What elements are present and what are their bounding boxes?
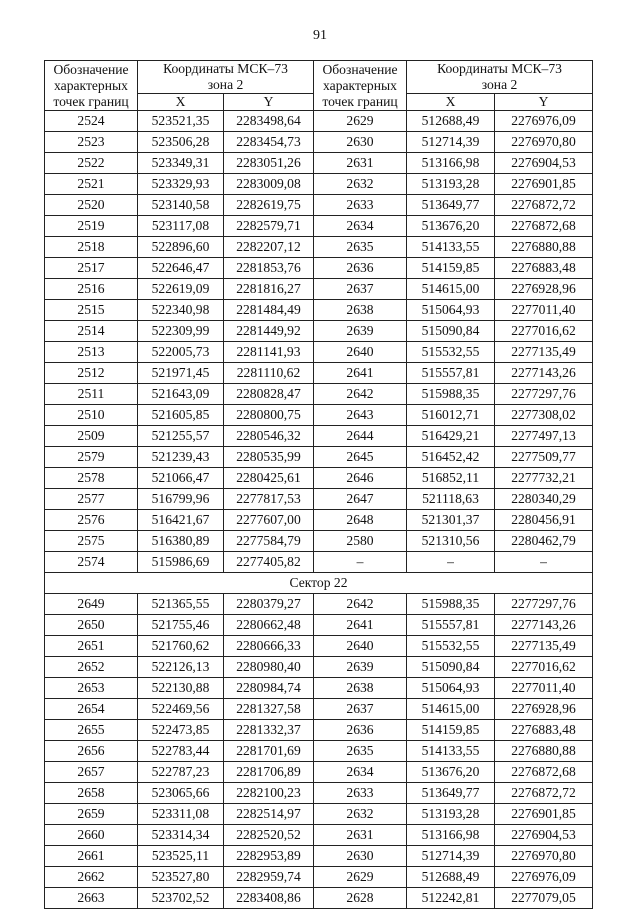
y-right-cell: 2276872,68	[495, 762, 593, 783]
table-row	[45, 300, 593, 321]
point-right-cell: 2641	[314, 615, 407, 636]
x-right-cell: 514615,00	[407, 279, 495, 300]
designation-line: Обозначение	[53, 61, 129, 77]
y-left-cell: 2280984,74	[224, 678, 314, 699]
coords-title-right: Координаты МСК–73	[407, 61, 593, 78]
point-left-cell: 2653	[45, 678, 138, 699]
y-left-cell: 2281110,62	[224, 363, 314, 384]
table-row	[45, 426, 593, 447]
x-left-cell: 523329,93	[138, 174, 224, 195]
point-right-cell: 2634	[314, 216, 407, 237]
y-right-cell: 2277509,77	[495, 447, 593, 468]
y-right-cell: 2276976,09	[495, 867, 593, 888]
y-right-cell: 2276872,72	[495, 195, 593, 216]
table-row	[45, 384, 593, 405]
x-right-cell: 513676,20	[407, 216, 495, 237]
y-left-cell: 2283009,08	[224, 174, 314, 195]
designation-line: точек границ	[53, 93, 129, 109]
x-left-cell: 522005,73	[138, 342, 224, 363]
point-right-cell: 2635	[314, 237, 407, 258]
point-right-cell: 2629	[314, 111, 407, 132]
x-left-cell: 522130,88	[138, 678, 224, 699]
point-right-cell: 2640	[314, 342, 407, 363]
y-right-cell: 2276904,53	[495, 825, 593, 846]
x-right-cell: 513166,98	[407, 825, 495, 846]
point-left-cell: 2659	[45, 804, 138, 825]
x-left-cell: 523527,80	[138, 867, 224, 888]
x-right-cell: 515064,93	[407, 678, 495, 699]
point-left-cell: 2524	[45, 111, 138, 132]
table-row	[45, 153, 593, 174]
y-right-cell: 2276883,48	[495, 258, 593, 279]
table-header	[45, 61, 593, 111]
sector-title: Сектор 22	[45, 573, 593, 594]
point-left-cell: 2656	[45, 741, 138, 762]
y-right-cell: 2277079,05	[495, 888, 593, 909]
y-left-cell: 2281327,58	[224, 699, 314, 720]
y-right-cell: 2277497,13	[495, 426, 593, 447]
point-right-cell: –	[314, 552, 407, 573]
point-right-cell: 2645	[314, 447, 407, 468]
table-row	[45, 741, 593, 762]
designation-line: характерных	[323, 77, 397, 93]
point-left-cell: 2523	[45, 132, 138, 153]
point-right-cell: 2633	[314, 195, 407, 216]
table-row	[45, 342, 593, 363]
point-left-cell: 2517	[45, 258, 138, 279]
point-left-cell: 2657	[45, 762, 138, 783]
point-left-cell: 2660	[45, 825, 138, 846]
table-row	[45, 447, 593, 468]
x-right-cell: 515988,35	[407, 594, 495, 615]
y-right-cell: 2276970,80	[495, 846, 593, 867]
y-right-cell: 2277143,26	[495, 615, 593, 636]
x-left-cell: 522340,98	[138, 300, 224, 321]
x-right-cell: 513193,28	[407, 174, 495, 195]
y-left-cell: 2282207,12	[224, 237, 314, 258]
point-left-cell: 2578	[45, 468, 138, 489]
table-row	[45, 216, 593, 237]
y-header-left: Y	[224, 94, 314, 111]
x-right-cell: 515090,84	[407, 657, 495, 678]
x-right-cell: 521301,37	[407, 510, 495, 531]
coords-title-left: Координаты МСК–73	[138, 61, 314, 78]
y-right-cell: 2280462,79	[495, 531, 593, 552]
x-left-cell: 521643,09	[138, 384, 224, 405]
x-left-cell: 523311,08	[138, 804, 224, 825]
x-left-cell: 515986,69	[138, 552, 224, 573]
point-right-cell: 2648	[314, 510, 407, 531]
x-right-cell: 515557,81	[407, 363, 495, 384]
point-left-cell: 2661	[45, 846, 138, 867]
y-right-cell: –	[495, 552, 593, 573]
designation-line: Обозначение	[322, 61, 398, 77]
x-right-cell: 514615,00	[407, 699, 495, 720]
x-right-cell: 514133,55	[407, 237, 495, 258]
x-header-right: X	[407, 94, 495, 111]
point-right-cell: 2642	[314, 594, 407, 615]
x-right-cell: 521310,56	[407, 531, 495, 552]
x-right-cell: 513166,98	[407, 153, 495, 174]
table-row	[45, 237, 593, 258]
point-right-cell: 2647	[314, 489, 407, 510]
x-header-left: X	[138, 94, 224, 111]
x-left-cell: 521760,62	[138, 636, 224, 657]
table-row	[45, 804, 593, 825]
table-row	[45, 363, 593, 384]
point-right-cell: 2639	[314, 657, 407, 678]
table-row	[45, 657, 593, 678]
table-row	[45, 552, 593, 573]
x-right-cell: –	[407, 552, 495, 573]
y-left-cell: 2283454,73	[224, 132, 314, 153]
y-right-cell: 2277297,76	[495, 594, 593, 615]
x-right-cell: 513193,28	[407, 804, 495, 825]
point-left-cell: 2575	[45, 531, 138, 552]
x-left-cell: 522619,09	[138, 279, 224, 300]
x-left-cell: 522469,56	[138, 699, 224, 720]
x-left-cell: 522783,44	[138, 741, 224, 762]
y-left-cell: 2277584,79	[224, 531, 314, 552]
y-left-cell: 2280546,32	[224, 426, 314, 447]
x-right-cell: 512688,49	[407, 111, 495, 132]
table-row	[45, 762, 593, 783]
y-left-cell: 2280425,61	[224, 468, 314, 489]
point-left-cell: 2663	[45, 888, 138, 909]
point-right-cell: 2631	[314, 153, 407, 174]
x-right-cell: 516429,21	[407, 426, 495, 447]
point-right-cell: 2629	[314, 867, 407, 888]
y-left-cell: 2280379,27	[224, 594, 314, 615]
y-right-cell: 2280340,29	[495, 489, 593, 510]
x-right-cell: 512242,81	[407, 888, 495, 909]
point-left-cell: 2577	[45, 489, 138, 510]
y-left-cell: 2282514,97	[224, 804, 314, 825]
x-right-cell: 515532,55	[407, 342, 495, 363]
table-row	[45, 174, 593, 195]
point-right-cell: 2631	[314, 825, 407, 846]
x-right-cell: 516852,11	[407, 468, 495, 489]
x-right-cell: 521118,63	[407, 489, 495, 510]
x-left-cell: 522646,47	[138, 258, 224, 279]
y-left-cell: 2282953,89	[224, 846, 314, 867]
y-left-cell: 2281701,69	[224, 741, 314, 762]
x-left-cell: 521365,55	[138, 594, 224, 615]
point-right-cell: 2644	[314, 426, 407, 447]
x-right-cell: 514159,85	[407, 258, 495, 279]
sector-row	[45, 573, 593, 594]
y-right-cell: 2276880,88	[495, 741, 593, 762]
point-left-cell: 2654	[45, 699, 138, 720]
table-body-bottom	[45, 594, 593, 909]
y-left-cell: 2281853,76	[224, 258, 314, 279]
table-row	[45, 888, 593, 909]
point-left-cell: 2579	[45, 447, 138, 468]
table-row	[45, 258, 593, 279]
x-left-cell: 521971,45	[138, 363, 224, 384]
x-right-cell: 515532,55	[407, 636, 495, 657]
y-right-cell: 2277016,62	[495, 657, 593, 678]
table-row	[45, 489, 593, 510]
point-right-cell: 2638	[314, 300, 407, 321]
y-right-cell: 2277308,02	[495, 405, 593, 426]
x-left-cell: 522896,60	[138, 237, 224, 258]
y-left-cell: 2282520,52	[224, 825, 314, 846]
x-left-cell: 523525,11	[138, 846, 224, 867]
designation-line: точек границ	[322, 93, 398, 109]
y-left-cell: 2280980,40	[224, 657, 314, 678]
point-left-cell: 2511	[45, 384, 138, 405]
table-row	[45, 699, 593, 720]
table-row	[45, 678, 593, 699]
coordinates-table	[44, 60, 593, 909]
y-left-cell: 2280535,99	[224, 447, 314, 468]
y-right-cell: 2276901,85	[495, 174, 593, 195]
x-left-cell: 523117,08	[138, 216, 224, 237]
point-right-cell: 2632	[314, 804, 407, 825]
y-right-cell: 2276928,96	[495, 279, 593, 300]
point-left-cell: 2518	[45, 237, 138, 258]
table-row	[45, 321, 593, 342]
point-right-cell: 2642	[314, 384, 407, 405]
point-right-cell: 2632	[314, 174, 407, 195]
x-left-cell: 523140,58	[138, 195, 224, 216]
y-left-cell: 2282579,71	[224, 216, 314, 237]
point-left-cell: 2576	[45, 510, 138, 531]
point-left-cell: 2510	[45, 405, 138, 426]
point-left-cell: 2650	[45, 615, 138, 636]
y-left-cell: 2283051,26	[224, 153, 314, 174]
y-left-cell: 2281332,37	[224, 720, 314, 741]
table-row	[45, 279, 593, 300]
x-left-cell: 521755,46	[138, 615, 224, 636]
x-right-cell: 516452,42	[407, 447, 495, 468]
x-left-cell: 523521,35	[138, 111, 224, 132]
y-right-cell: 2276928,96	[495, 699, 593, 720]
y-right-cell: 2277135,49	[495, 342, 593, 363]
x-left-cell: 523065,66	[138, 783, 224, 804]
y-right-cell: 2276883,48	[495, 720, 593, 741]
x-left-cell: 521066,47	[138, 468, 224, 489]
table-row	[45, 510, 593, 531]
point-right-cell: 2637	[314, 699, 407, 720]
x-right-cell: 512714,39	[407, 132, 495, 153]
y-left-cell: 2277607,00	[224, 510, 314, 531]
designation-line: характерных	[54, 77, 128, 93]
x-right-cell: 514133,55	[407, 741, 495, 762]
coords-zone-right: зона 2	[407, 77, 593, 94]
point-left-cell: 2522	[45, 153, 138, 174]
point-right-cell: 2643	[314, 405, 407, 426]
point-left-cell: 2513	[45, 342, 138, 363]
y-right-cell: 2277135,49	[495, 636, 593, 657]
table-row	[45, 825, 593, 846]
x-right-cell: 512714,39	[407, 846, 495, 867]
y-right-cell: 2276901,85	[495, 804, 593, 825]
point-right-cell: 2637	[314, 279, 407, 300]
x-right-cell: 515064,93	[407, 300, 495, 321]
x-left-cell: 516380,89	[138, 531, 224, 552]
point-left-cell: 2512	[45, 363, 138, 384]
y-right-cell: 2276970,80	[495, 132, 593, 153]
y-header-right: Y	[495, 94, 593, 111]
y-left-cell: 2282959,74	[224, 867, 314, 888]
y-right-cell: 2277143,26	[495, 363, 593, 384]
point-right-cell: 2628	[314, 888, 407, 909]
y-left-cell: 2281816,27	[224, 279, 314, 300]
x-right-cell: 512688,49	[407, 867, 495, 888]
point-left-cell: 2662	[45, 867, 138, 888]
point-right-cell: 2630	[314, 132, 407, 153]
designation-header-left	[45, 61, 138, 111]
x-right-cell: 513649,77	[407, 195, 495, 216]
point-left-cell: 2649	[45, 594, 138, 615]
designation-header-right	[314, 61, 407, 111]
x-right-cell: 515988,35	[407, 384, 495, 405]
y-left-cell: 2280666,33	[224, 636, 314, 657]
table-row	[45, 783, 593, 804]
sector-row-group	[45, 573, 593, 594]
x-left-cell: 523506,28	[138, 132, 224, 153]
page-number: 91	[313, 28, 327, 43]
point-left-cell: 2514	[45, 321, 138, 342]
y-left-cell: 2280828,47	[224, 384, 314, 405]
x-left-cell: 523349,31	[138, 153, 224, 174]
x-left-cell: 521255,57	[138, 426, 224, 447]
table-row	[45, 405, 593, 426]
point-right-cell: 2641	[314, 363, 407, 384]
y-left-cell: 2277405,82	[224, 552, 314, 573]
point-left-cell: 2509	[45, 426, 138, 447]
point-right-cell: 2636	[314, 258, 407, 279]
point-right-cell: 2638	[314, 678, 407, 699]
table-row	[45, 720, 593, 741]
point-right-cell: 2580	[314, 531, 407, 552]
point-right-cell: 2646	[314, 468, 407, 489]
table-body-top	[45, 111, 593, 573]
y-left-cell: 2283408,86	[224, 888, 314, 909]
y-right-cell: 2276904,53	[495, 153, 593, 174]
point-right-cell: 2630	[314, 846, 407, 867]
table-row	[45, 468, 593, 489]
y-left-cell: 2281449,92	[224, 321, 314, 342]
x-left-cell: 522126,13	[138, 657, 224, 678]
point-left-cell: 2519	[45, 216, 138, 237]
point-left-cell: 2658	[45, 783, 138, 804]
table-row	[45, 594, 593, 615]
x-left-cell: 523702,52	[138, 888, 224, 909]
x-left-cell: 516799,96	[138, 489, 224, 510]
table-row	[45, 636, 593, 657]
x-left-cell: 516421,67	[138, 510, 224, 531]
table-row	[45, 195, 593, 216]
table-row	[45, 531, 593, 552]
y-left-cell: 2280662,48	[224, 615, 314, 636]
x-right-cell: 515090,84	[407, 321, 495, 342]
point-right-cell: 2639	[314, 321, 407, 342]
x-right-cell: 515557,81	[407, 615, 495, 636]
point-left-cell: 2520	[45, 195, 138, 216]
y-right-cell: 2277016,62	[495, 321, 593, 342]
table-row	[45, 111, 593, 132]
x-left-cell: 521239,43	[138, 447, 224, 468]
x-left-cell: 523314,34	[138, 825, 224, 846]
y-right-cell: 2277297,76	[495, 384, 593, 405]
point-left-cell: 2655	[45, 720, 138, 741]
point-right-cell: 2634	[314, 762, 407, 783]
point-right-cell: 2636	[314, 720, 407, 741]
point-left-cell: 2652	[45, 657, 138, 678]
y-right-cell: 2277011,40	[495, 678, 593, 699]
y-left-cell: 2277817,53	[224, 489, 314, 510]
point-right-cell: 2635	[314, 741, 407, 762]
x-left-cell: 522473,85	[138, 720, 224, 741]
y-left-cell: 2281484,49	[224, 300, 314, 321]
y-right-cell: 2277011,40	[495, 300, 593, 321]
table-row	[45, 132, 593, 153]
x-left-cell: 522309,99	[138, 321, 224, 342]
x-right-cell: 513676,20	[407, 762, 495, 783]
point-left-cell: 2574	[45, 552, 138, 573]
y-right-cell: 2276872,72	[495, 783, 593, 804]
x-right-cell: 516012,71	[407, 405, 495, 426]
y-left-cell: 2281706,89	[224, 762, 314, 783]
table-row	[45, 867, 593, 888]
y-right-cell: 2280456,91	[495, 510, 593, 531]
x-right-cell: 514159,85	[407, 720, 495, 741]
point-left-cell: 2516	[45, 279, 138, 300]
y-right-cell: 2276872,68	[495, 216, 593, 237]
x-right-cell: 513649,77	[407, 783, 495, 804]
table-row	[45, 615, 593, 636]
y-right-cell: 2276976,09	[495, 111, 593, 132]
y-left-cell: 2281141,93	[224, 342, 314, 363]
y-left-cell: 2283498,64	[224, 111, 314, 132]
y-left-cell: 2280800,75	[224, 405, 314, 426]
y-left-cell: 2282100,23	[224, 783, 314, 804]
table-row	[45, 846, 593, 867]
point-right-cell: 2633	[314, 783, 407, 804]
y-right-cell: 2277732,21	[495, 468, 593, 489]
point-left-cell: 2521	[45, 174, 138, 195]
point-right-cell: 2640	[314, 636, 407, 657]
x-left-cell: 522787,23	[138, 762, 224, 783]
x-left-cell: 521605,85	[138, 405, 224, 426]
coords-zone-left: зона 2	[138, 77, 314, 94]
point-left-cell: 2515	[45, 300, 138, 321]
y-left-cell: 2282619,75	[224, 195, 314, 216]
point-left-cell: 2651	[45, 636, 138, 657]
y-right-cell: 2276880,88	[495, 237, 593, 258]
